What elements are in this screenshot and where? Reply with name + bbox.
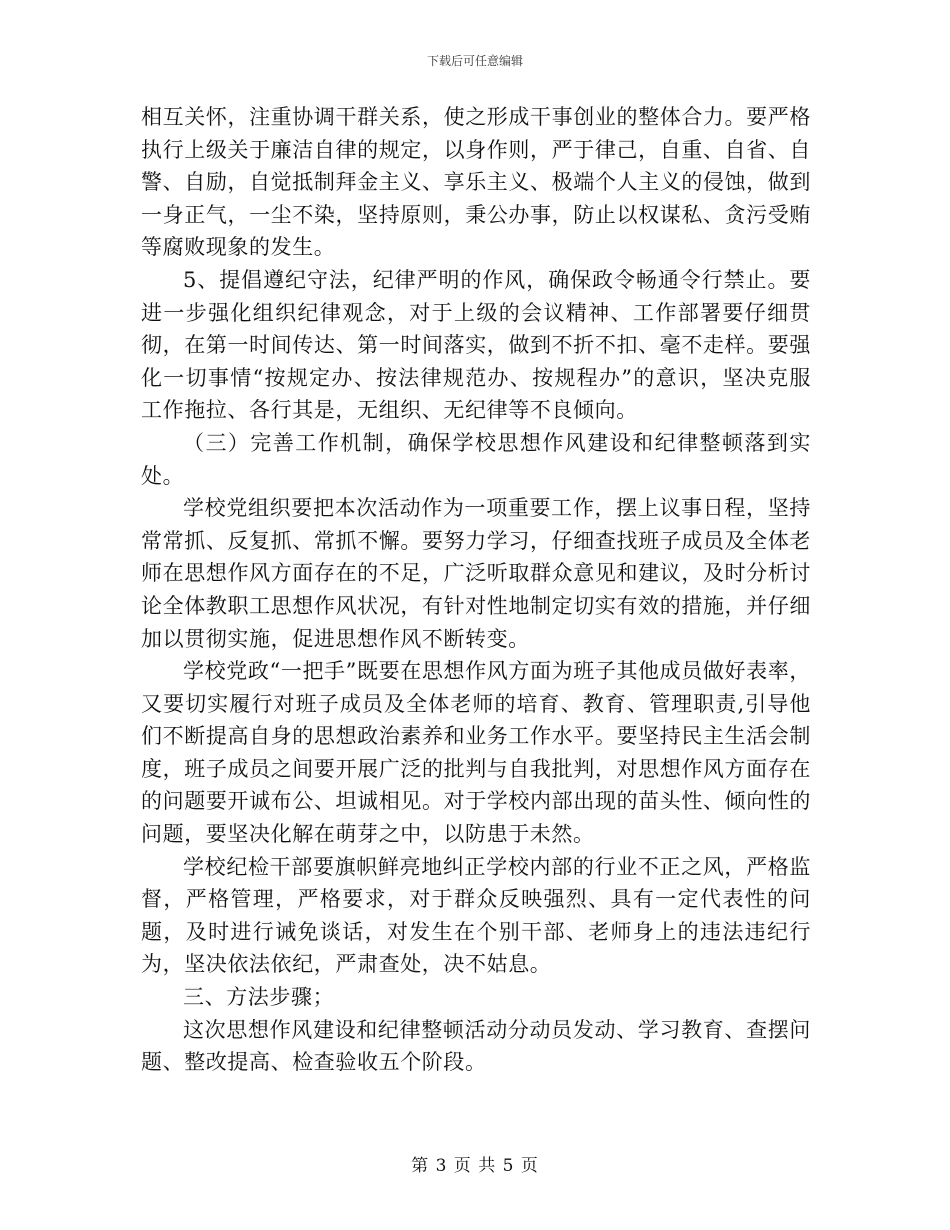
paragraph-party-leader: 学校党政“一把手”既要在思想作风方面为班子其他成员做好表率，又要切实履行对班子成员及全体老师的培育、教育、管理职责,引导他们不断提高自身的思想政治素养和业务工作水平。要坚持民主生活会制度，班子成员之间要开展广泛的批判与自我批判，对思想作风方面存在的问题要开诚布公、坦诚相见。对于学校内部出现的苗头性、倾向性的问题，要坚决化解在萌芽之中，以防患于未然。 — [141, 659, 811, 847]
section-heading-3: （三）完善工作机制，确保学校思想作风建设和纪律整顿落到实处。 — [141, 430, 811, 488]
paragraph-stages: 这次思想作风建设和纪律整顿活动分动员发动、学习教育、查摆问题、整改提高、检查验收五个阶段。 — [141, 1017, 811, 1075]
paragraph-continuation: 相互关怀，注重协调干群关系，使之形成干事创业的整体合力。要严格执行上级关于廉洁自律的规定，以身作则，严于律己，自重、自省、自警、自励，自觉抵制拜金主义、享乐主义、极端个人主义的侵蚀，做到一身正气，一尘不染，坚持原则，秉公办事，防止以权谋私、贪污受贿等腐败现象的发生。 — [141, 105, 811, 260]
paragraph-party-organization: 学校党组织要把本次活动作为一项重要工作，摆上议事日程，坚持常常抓、反复抓、常抓不懈。要努力学习，仔细查找班子成员及全体老师在思想作风方面存在的不足，广泛听取群众意见和建议，及时分析讨论全体教职工思想作风状况，有针对性地制定切实有效的措施，并仔细加以贯彻实施，促进思想作风不断转变。 — [141, 496, 811, 651]
paragraph-discipline-inspection: 学校纪检干部要旗帜鲜亮地纠正学校内部的行业不正之风，严格监督，严格管理，严格要求，对于群众反映强烈、具有一定代表性的问题，及时进行诫免谈话，对发生在个别干部、老师身上的违法违纪行为，坚决依法依纪，严肃查处，决不姑息。 — [141, 854, 811, 977]
page-number-footer: 第 3 页 共 5 页 — [411, 1156, 539, 1176]
section-heading-methods: 三、方法步骤； — [183, 985, 335, 1010]
page-header-note: 下载后可任意编辑 — [426, 54, 523, 68]
document-body — [141, 101, 811, 1079]
paragraph-item-5: 5、提倡遵纪守法，纪律严明的作风，确保政令畅通令行禁止。要进一步强化组织纪律观念，对于上级的会议精神、工作部署要仔细贯彻，在第一时间传达、第一时间落实，做到不折不扣、毫不走样。要强化一切事情“按规定办、按法律规范办、按规程办”的意识，坚决克服工作拖拉、各行其是，无组织、无纪律等不良倾向。 — [141, 267, 811, 423]
